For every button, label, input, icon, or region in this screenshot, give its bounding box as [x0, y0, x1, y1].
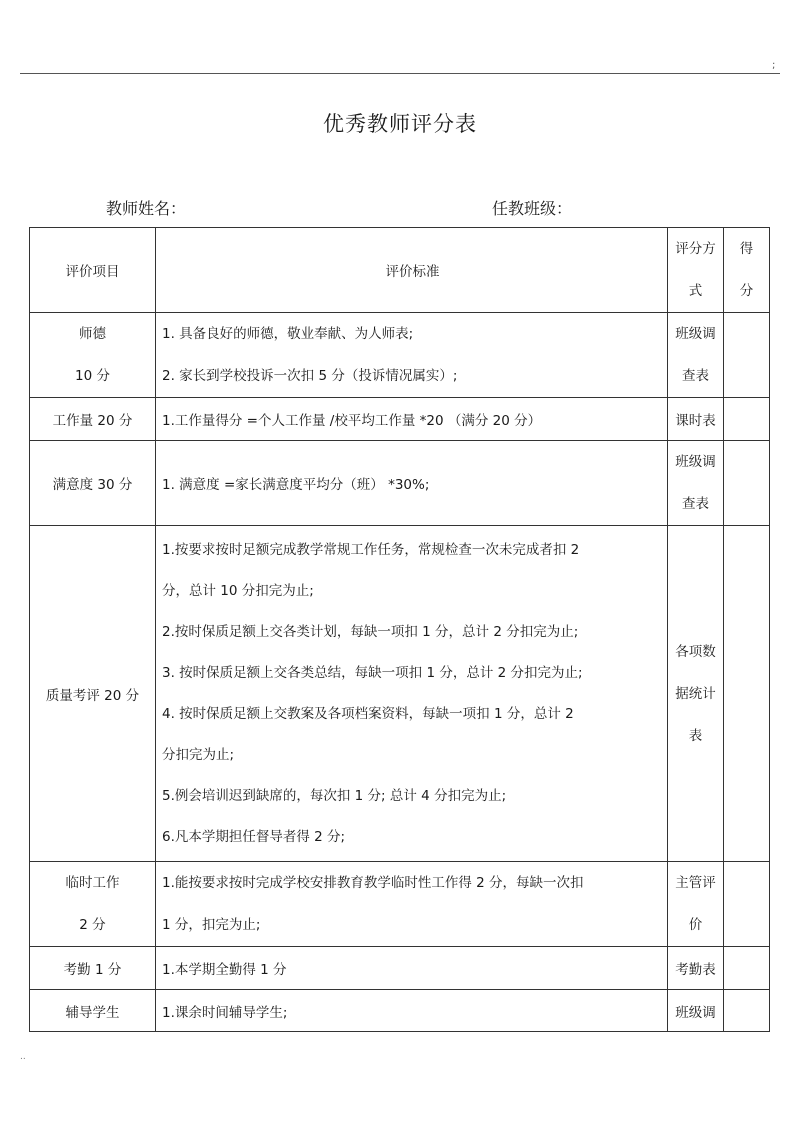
table-row [30, 313, 770, 398]
row-method: 课时表 [668, 398, 724, 441]
table-row [30, 398, 770, 441]
row-score-cell[interactable] [724, 862, 770, 947]
row-item: 工作量 20 分 [30, 398, 156, 441]
table-row [30, 526, 770, 862]
table-header-row [30, 228, 770, 313]
row-method: 考勤表 [668, 947, 724, 990]
table-row [30, 947, 770, 990]
row-standard: 1.本学期全勤得 1 分 [156, 947, 668, 990]
header-score: 得 分 [724, 228, 770, 313]
class-label: 任教班级： [492, 199, 573, 218]
row-item: 考勤 1 分 [30, 947, 156, 990]
row-method: 班级调 查表 [668, 441, 724, 526]
row-score-cell[interactable] [724, 526, 770, 862]
row-item: 满意度 30 分 [30, 441, 156, 526]
row-item: 辅导学生 [30, 990, 156, 1032]
page-title: 优秀教师评分表 [323, 112, 477, 136]
teacher-name-label: 教师姓名： [106, 199, 187, 218]
row-standard: 1. 满意度 =家长满意度平均分（班） *30%; [156, 441, 668, 526]
table-row [30, 441, 770, 526]
row-score-cell[interactable] [724, 441, 770, 526]
row-method: 班级调 [668, 990, 724, 1032]
row-score-cell[interactable] [724, 313, 770, 398]
row-standard: 1.按要求按时足额完成教学常规工作任务，常规检查一次未完成者扣 2 分，总计 10 分扣完为止; 2.按时保质足额上交各类计划，每缺一项扣 1 分，总计 2 分扣完为止; 3. 按时保质足额上交各类总结，每缺一项扣 1 分，总计 2 分扣完为止; 4. 按时保质足额上交教案及各项档案资料，每缺一项扣 1 分，总计 2 分扣完为止; 5.例会培训迟到缺席的，每次扣 1 分; 总计 4 分扣完为止; 6.凡本学期担任督导者得 2 分; [156, 526, 668, 862]
row-standard: 1. 具备良好的师德，敬业奉献、为人师表; 2. 家长到学校投诉一次扣 5 分（投诉情况属实）; [156, 313, 668, 398]
header-standard: 评价标准 [156, 228, 668, 313]
row-standard: 1.能按要求按时完成学校安排教育教学临时性工作得 2 分，每缺一次扣 1 分，扣完为止; [156, 862, 668, 947]
score-table [29, 227, 770, 1032]
row-score-cell[interactable] [724, 990, 770, 1032]
row-method: 主管评 价 [668, 862, 724, 947]
row-method: 各项数 据统计 表 [668, 526, 724, 862]
top-rule [20, 73, 780, 74]
table-row [30, 990, 770, 1032]
row-score-cell[interactable] [724, 398, 770, 441]
table-row [30, 862, 770, 947]
row-standard: 1.课余时间辅导学生; [156, 990, 668, 1032]
row-item: 师德 10 分 [30, 313, 156, 398]
header-item: 评价项目 [30, 228, 156, 313]
row-item: 临时工作 2 分 [30, 862, 156, 947]
corner-mark: ; [772, 60, 776, 71]
row-standard: 1.工作量得分 =个人工作量 /校平均工作量 *20 （满分 20 分） [156, 398, 668, 441]
row-item: 质量考评 20 分 [30, 526, 156, 862]
row-method: 班级调 查表 [668, 313, 724, 398]
header-method: 评分方 式 [668, 228, 724, 313]
bottom-mark: .. [20, 1052, 26, 1062]
row-score-cell[interactable] [724, 947, 770, 990]
